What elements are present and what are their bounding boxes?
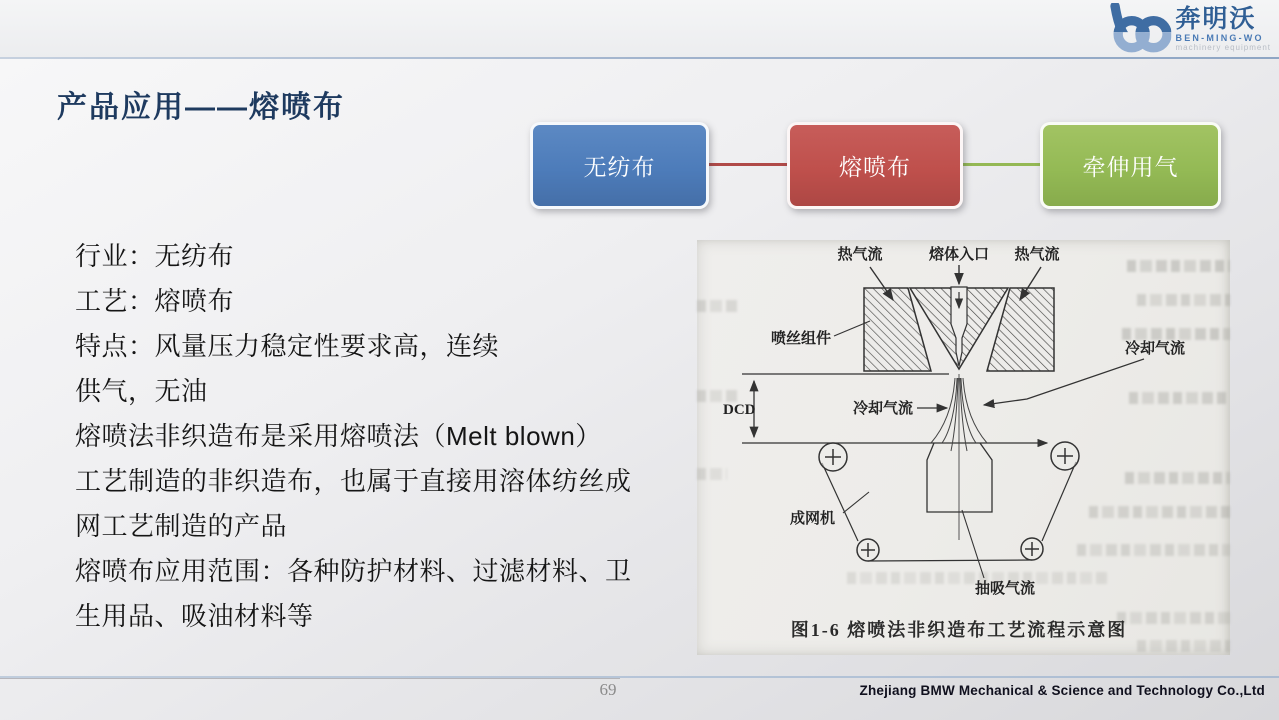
flow-box-nonwoven (530, 122, 709, 209)
company-logo (1108, 3, 1271, 55)
label-dcd: DCD (723, 402, 756, 418)
label-hot-air-left: 热气流 (837, 247, 883, 263)
body-line: 熔喷布应用范围：各种防护材料、过滤材料、卫 (75, 556, 632, 586)
body-line: 工艺：熔喷布 (75, 286, 235, 316)
flow-connector-green (963, 163, 1040, 166)
meltblown-process-figure (697, 240, 1230, 655)
body-line: 网工艺制造的产品 (75, 511, 288, 541)
body-line: 特点：风量压力稳定性要求高，连续 (75, 331, 500, 361)
logo-name-cn: 奔明沃 (1175, 4, 1257, 33)
label-spinneret: 喷丝组件 (771, 331, 832, 347)
label-hot-air-right: 热气流 (1014, 247, 1060, 263)
logo-name-en: BEN-MING-WO (1175, 32, 1264, 43)
belt-left-slant (822, 463, 858, 541)
body-line: 供气，无油 (75, 376, 208, 406)
process-diagram-drawing (697, 240, 1230, 655)
logo-tagline: machinery equipment (1175, 42, 1271, 52)
flow-box-nonwoven-label: 无纺布 (583, 154, 656, 180)
body-line: 工艺制造的非织造布，也属于直接用溶体纺丝成 (75, 466, 632, 496)
body-line: 熔喷法非织造布是采用熔喷法（Melt blown） (75, 421, 602, 451)
label-suction: 抽吸气流 (975, 581, 1036, 597)
flow-box-meltblown (787, 122, 963, 209)
footer-company-name: Zhejiang BMW Mechanical & Science and Technology Co.,Ltd (859, 683, 1265, 698)
label-melt-inlet: 熔体入口 (928, 247, 990, 263)
web-former-pointer (843, 492, 869, 513)
body-line: 行业：无纺布 (75, 241, 235, 271)
label-cooling-right: 冷却气流 (1125, 341, 1186, 357)
logo-bo-icon (1108, 3, 1172, 55)
body-line: 生用品、吸油材料等 (75, 601, 314, 631)
flow-box-drawing-air-label: 牵伸用气 (1082, 154, 1179, 180)
belt-bottom-line (868, 560, 1032, 561)
page-title: 产品应用——熔喷布 (57, 91, 345, 124)
flow-box-drawing-air (1040, 122, 1221, 209)
flow-connector-red (709, 163, 787, 166)
flow-box-meltblown-label: 熔喷布 (839, 154, 911, 180)
page-number: 69 (599, 680, 617, 699)
header-divider (0, 57, 1279, 59)
belt-right-slant (1042, 462, 1076, 541)
footer-divider-left (0, 678, 620, 679)
body-text-block (75, 234, 685, 639)
header-band (0, 0, 1279, 57)
figure-caption: 图1-6 熔喷法非织造布工艺流程示意图 (790, 620, 1128, 640)
label-cooling-left: 冷却气流 (853, 401, 914, 417)
label-web-former: 成网机 (790, 511, 836, 527)
suction-pointer (962, 510, 984, 578)
